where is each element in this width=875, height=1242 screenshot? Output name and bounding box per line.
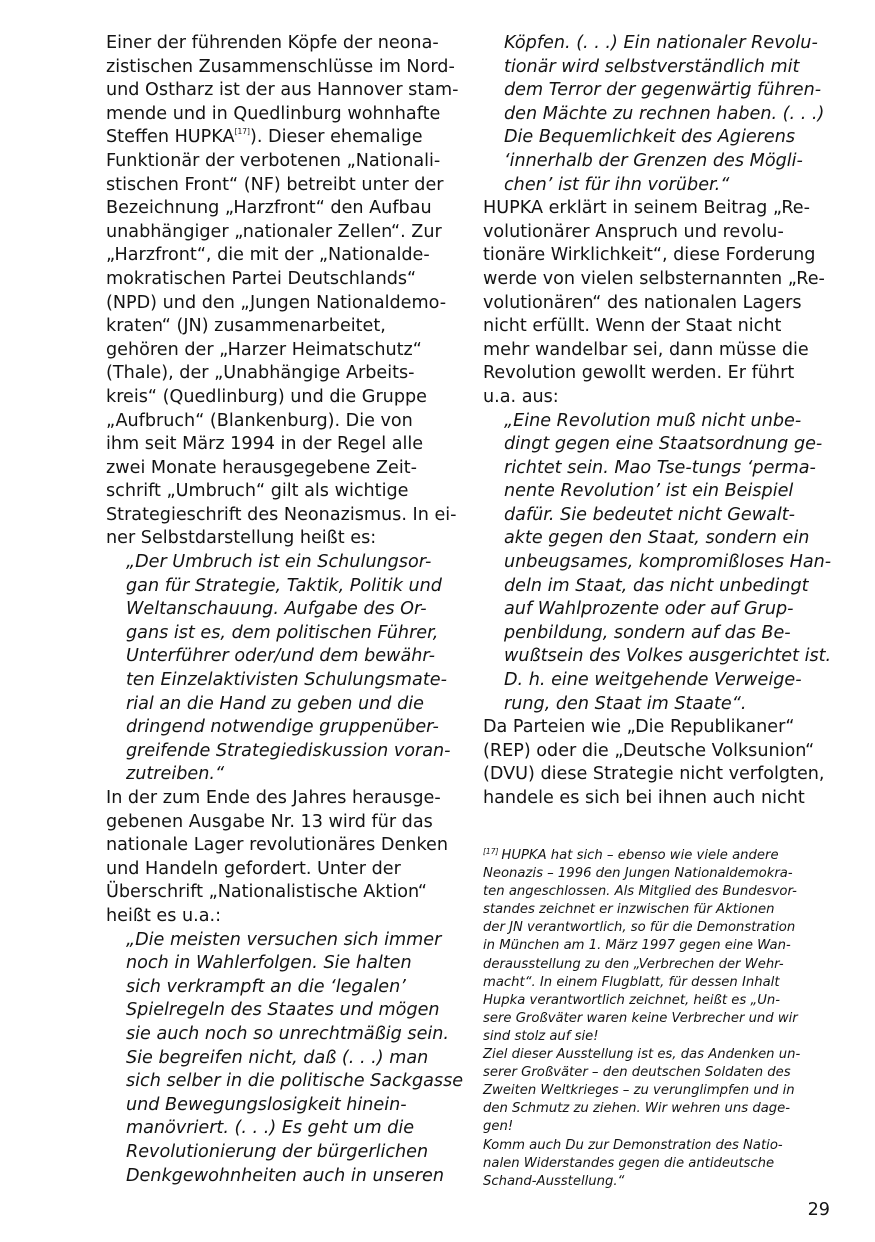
text-line: Einer der führenden Köpfe der neona- <box>106 33 439 53</box>
quote-line: gans ist es, dem politischen Führer, <box>126 622 439 643</box>
footnote-line: Neonazis – 1996 den Jungen Nationaldemokra- <box>483 866 793 882</box>
quote-line: zutreiben.“ <box>126 764 225 785</box>
footnote-line: den Schmutz zu ziehen. Wir wehren uns dage- <box>483 1101 791 1117</box>
text-line: kraten“ (JN) zusammenarbeitet, <box>106 316 386 337</box>
footnote-line: derausstellung zu den „Verbrechen der Wehr- <box>483 956 784 972</box>
quote-line: Revolutionierung der bürgerlichen <box>126 1141 429 1162</box>
text-line: Überschrift „Nationalistische Aktion“ <box>106 882 428 903</box>
text-line: und Handeln gefordert. Unter der <box>106 858 401 879</box>
quote-line: sich verkrampft an die ‘legalen’ <box>126 976 406 997</box>
paragraph-issue-13 <box>106 787 451 929</box>
quote-umbruch-self-description <box>106 551 451 787</box>
quote-line: penbildung, sondern auf das Be- <box>504 622 791 643</box>
quote-line: dingt gegen eine Staatsordnung ge- <box>504 434 823 455</box>
text-line: kreis“ (Quedlinburg) und die Gruppe <box>106 386 427 407</box>
text-line: stischen Front“ (NF) betreibt unter der <box>106 174 444 195</box>
footnote-line: nalen Widerstandes gegen die antideutsche <box>483 1155 775 1171</box>
quote-line: Köpfen. (. . .) Ein nationaler Revolu- <box>504 33 818 53</box>
quote-line: unbeugsames, kompromißloses Han- <box>504 552 832 573</box>
page-number: 29 <box>807 1200 830 1220</box>
text-line: HUPKA erklärt in seinem Beitrag „Re- <box>483 198 810 219</box>
text-line: mende und in Quedlinburg wohnhafte <box>106 103 441 124</box>
quote-revolution <box>483 410 831 717</box>
quote-line: Die Bequemlichkeit des Agierens <box>504 127 796 148</box>
text-line: (DVU) diese Strategie nicht verfolgten, <box>483 764 825 785</box>
quote-line: richtet sein. Mao Tse-tungs ‘perma- <box>504 457 816 478</box>
right-column <box>483 32 831 811</box>
quote-nationalistische-aktion <box>106 929 464 1189</box>
quote-line: und Bewegungslosigkeit hinein- <box>126 1094 407 1115</box>
footnote-reference: [17] <box>234 127 250 137</box>
footnote-line: Komm auch Du zur Demonstration des Natio- <box>483 1137 783 1153</box>
left-column <box>106 32 464 1188</box>
quote-line: manövriert. (. . .) Es geht um die <box>126 1118 415 1139</box>
quote-line: dem Terror der gegenwärtig führen- <box>504 80 822 101</box>
text-line: Revolution gewollt werden. Er führt <box>483 363 795 384</box>
text-line: handele es sich bei ihnen auch nicht <box>483 788 805 808</box>
text-line: (NPD) und den „Jungen Nationaldemo- <box>106 292 447 313</box>
quote-line: auf Wahlprozente oder auf Grup- <box>504 599 794 620</box>
text-fragment: ). Dieser ehemalige <box>249 127 423 148</box>
quote-line: ‘innerhalb der Grenzen des Mögli- <box>504 150 803 171</box>
quote-line: wußtsein des Volkes ausgerichtet ist. <box>504 646 832 667</box>
footnote-line: Ziel dieser Ausstellung ist es, das Andenken un- <box>483 1047 801 1063</box>
text-line: gehören der „Harzer Heimatschutz“ <box>106 339 422 360</box>
quote-line: den Mächte zu rechnen haben. (. . .) <box>504 103 825 124</box>
quote-line: chen’ ist für ihn vorüber.“ <box>504 174 730 195</box>
quote-line: Unterführer oder/und dem bewähr- <box>126 646 435 667</box>
text-line: zistischen Zusammenschlüsse im Nord- <box>106 56 455 77</box>
quote-nationalistische-aktion-continued <box>483 32 831 197</box>
quote-line: dringend notwendige gruppenüber- <box>126 717 439 738</box>
text-line: volutionären“ des nationalen Lagers <box>483 292 802 313</box>
footnote-line: gen! <box>483 1119 514 1135</box>
text-fragment: HUPKA hat sich – ebenso wie viele andere <box>501 848 779 863</box>
quote-line: D. h. eine weitgehende Verweige- <box>504 670 802 691</box>
text-line: schrift „Umbruch“ gilt als wichtige <box>106 481 409 502</box>
quote-line: rung, den Staat im Staate“. <box>504 693 747 714</box>
text-line: Strategieschrift des Neonazismus. In ei- <box>106 504 457 525</box>
text-line: u.a. aus: <box>483 386 559 407</box>
text-line: ner Selbstdarstellung heißt es: <box>106 528 377 549</box>
text-line: und Ostharz ist der aus Hannover stam- <box>106 80 459 101</box>
footnote-17 <box>483 847 833 1191</box>
quote-line: greifende Strategiediskussion voran- <box>126 740 451 761</box>
quote-line: sich selber in die politische Sackgasse <box>126 1071 464 1092</box>
text-line: In der zum Ende des Jahres herausge- <box>106 788 441 808</box>
text-line: heißt es u.a.: <box>106 905 222 926</box>
text-line: Da Parteien wie „Die Republikaner“ <box>483 717 795 738</box>
footnote-line: Zweiten Weltkrieges – zu verunglimpfen und in <box>483 1083 795 1099</box>
quote-line: sie auch noch so unrechtmäßig sein. <box>126 1023 450 1044</box>
text-line: ihm seit März 1994 in der Regel alle <box>106 434 424 455</box>
footnote-line: serer Großväter – den deutschen Soldaten des <box>483 1065 791 1081</box>
text-line: Bezeichnung „Harzfront“ den Aufbau <box>106 198 432 219</box>
quote-line: Denkgewohnheiten auch in unseren <box>126 1165 444 1186</box>
quote-line: noch in Wahlerfolgen. Sie halten <box>126 953 412 974</box>
quote-line: dafür. Sie bedeutet nicht Gewalt- <box>504 504 796 525</box>
text-line: zwei Monate herausgegebene Zeit- <box>106 457 417 478</box>
quote-line: „Die meisten versuchen sich immer <box>126 929 442 950</box>
text-line: (REP) oder die „Deutsche Volksunion“ <box>483 740 815 761</box>
footnote-line: Schand-Ausstellung.“ <box>483 1173 625 1189</box>
quote-line: „Eine Revolution muß nicht unbe- <box>504 410 802 431</box>
text-line: „Harzfront“, die mit der „Nationalde- <box>106 245 430 266</box>
quote-line: „Der Umbruch ist ein Schulungsor- <box>126 552 432 573</box>
footnote-line <box>483 847 833 865</box>
text-line: gebenen Ausgabe Nr. 13 wird für das <box>106 811 433 832</box>
quote-line: deln im Staat, das nicht unbedingt <box>504 575 809 596</box>
footnote-line: macht“. In einem Flugblatt, für dessen Inhalt <box>483 974 780 990</box>
text-line: „Aufbruch“ (Blankenburg). Die von <box>106 410 413 431</box>
quote-line: nente Revolution’ ist ein Beispiel <box>504 481 794 502</box>
text-line: unabhängiger „nationaler Zellen“. Zur <box>106 221 442 242</box>
quote-line: gan für Strategie, Taktik, Politik und <box>126 575 442 596</box>
quote-line: Weltanschauung. Aufgabe des Or- <box>126 599 427 620</box>
quote-line: tionär wird selbstverständlich mit <box>504 56 800 77</box>
text-line: nicht erfüllt. Wenn der Staat nicht <box>483 316 782 337</box>
quote-line: akte gegen den Staat, sondern ein <box>504 528 810 549</box>
text-line: (Thale), der „Unabhängige Arbeits- <box>106 363 415 384</box>
text-line: mehr wandelbar sei, dann müsse die <box>483 339 809 360</box>
text-line: tionäre Wirklichkeit“, diese Forderung <box>483 245 816 266</box>
paragraph-parteien <box>483 716 831 810</box>
footnote-line: sind stolz auf sie! <box>483 1028 599 1044</box>
footnote-line: standes zeichnet er inzwischen für Aktionen <box>483 902 775 918</box>
footnote-line: in München am 1. März 1997 gegen eine Wan- <box>483 938 791 954</box>
quote-line: Sie begreifen nicht, daß (. . .) man <box>126 1047 429 1068</box>
footnote-line: der JN verantwortlich, so für die Demonstration <box>483 920 796 936</box>
footnote-line: Hupka verantwortlich zeichnet, heißt es „Un- <box>483 992 780 1008</box>
paragraph-hupka-intro <box>106 32 459 551</box>
text-line: mokratischen Partei Deutschlands“ <box>106 268 417 289</box>
footnote-marker: [17] <box>483 847 499 856</box>
text-line: volutionärer Anspruch und revolu- <box>483 221 784 242</box>
text-line: nationale Lager revolutionäres Denken <box>106 835 448 856</box>
text-fragment: Steffen HUPKA <box>106 127 235 148</box>
footnote-line: ten angeschlossen. Als Mitglied des Bundesvor- <box>483 884 797 900</box>
paragraph-hupka-beitrag <box>483 197 831 409</box>
quote-line: Spielregeln des Staates und mögen <box>126 1000 440 1021</box>
quote-line: ten Einzelaktivisten Schulungsmate- <box>126 670 447 691</box>
text-line: werde von vielen selbsternannten „Re- <box>483 268 825 289</box>
text-line: Funktionär der verbotenen „Nationali- <box>106 150 441 171</box>
footnote-line: sere Großväter waren keine Verbrecher und wir <box>483 1010 798 1026</box>
text-line-with-footnote-ref <box>106 126 451 150</box>
quote-line: rial an die Hand zu geben und die <box>126 693 424 714</box>
